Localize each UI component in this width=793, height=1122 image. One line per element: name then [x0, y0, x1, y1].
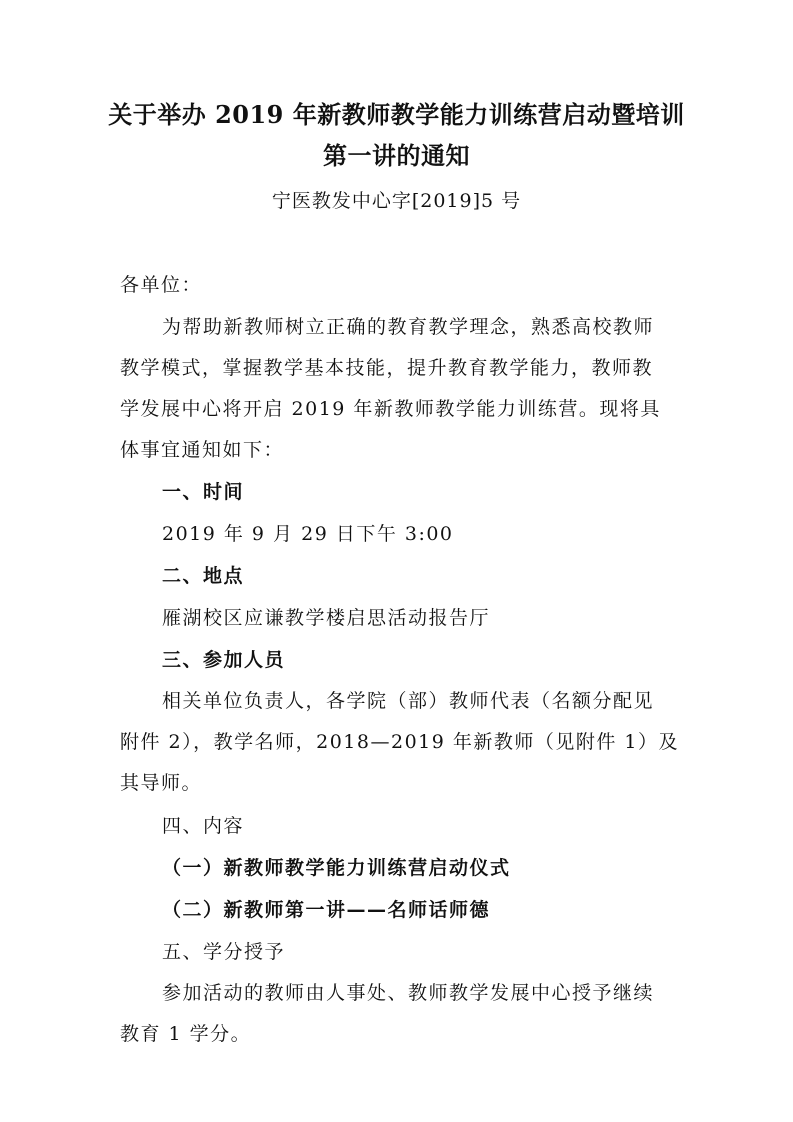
document-number: 宁医教发中心字[2019]5 号	[271, 190, 522, 212]
content-item-1: （一）新教师教学能力训练营启动仪式	[162, 857, 511, 879]
section-credits-heading: 五、学分授予	[162, 941, 286, 963]
content-item-2: （二）新教师第一讲——名师话师德	[162, 899, 491, 921]
credits-line-1: 参加活动的教师由人事处、教师教学发展中心授予继续	[162, 982, 655, 1004]
section-participants-heading: 三、参加人员	[162, 649, 286, 671]
credits-line-2: 教育 1 学分。	[120, 1023, 252, 1045]
salutation: 各单位：	[120, 274, 203, 296]
participants-line-3: 其导师。	[120, 772, 203, 794]
section-place-text: 雁湖校区应谦教学楼启思活动报告厅	[162, 607, 491, 629]
section-content-heading: 四、内容	[162, 815, 245, 837]
intro-line-4: 体事宜通知如下：	[120, 439, 285, 461]
document-title-line-2: 第一讲的通知	[323, 141, 470, 170]
intro-line-1: 为帮助新教师树立正确的教育教学理念，熟悉高校教师	[162, 316, 655, 338]
intro-line-2: 教学模式，掌握教学基本技能，提升教育教学能力，教师教	[120, 357, 654, 379]
section-time-text: 2019 年 9 月 29 日下午 3:00	[162, 523, 454, 545]
section-place-heading: 二、地点	[162, 565, 245, 587]
participants-line-1: 相关单位负责人，各学院（部）教师代表（名额分配见	[162, 690, 655, 712]
participants-line-2: 附件 2），教学名师，2018—2019 年新教师（见附件 1）及	[120, 731, 680, 753]
intro-line-3: 学发展中心将开启 2019 年新教师教学能力训练营。现将具	[120, 398, 661, 420]
section-time-heading: 一、时间	[162, 481, 245, 503]
document-title-line-1: 关于举办 2019 年新教师教学能力训练营启动暨培训	[108, 100, 685, 129]
